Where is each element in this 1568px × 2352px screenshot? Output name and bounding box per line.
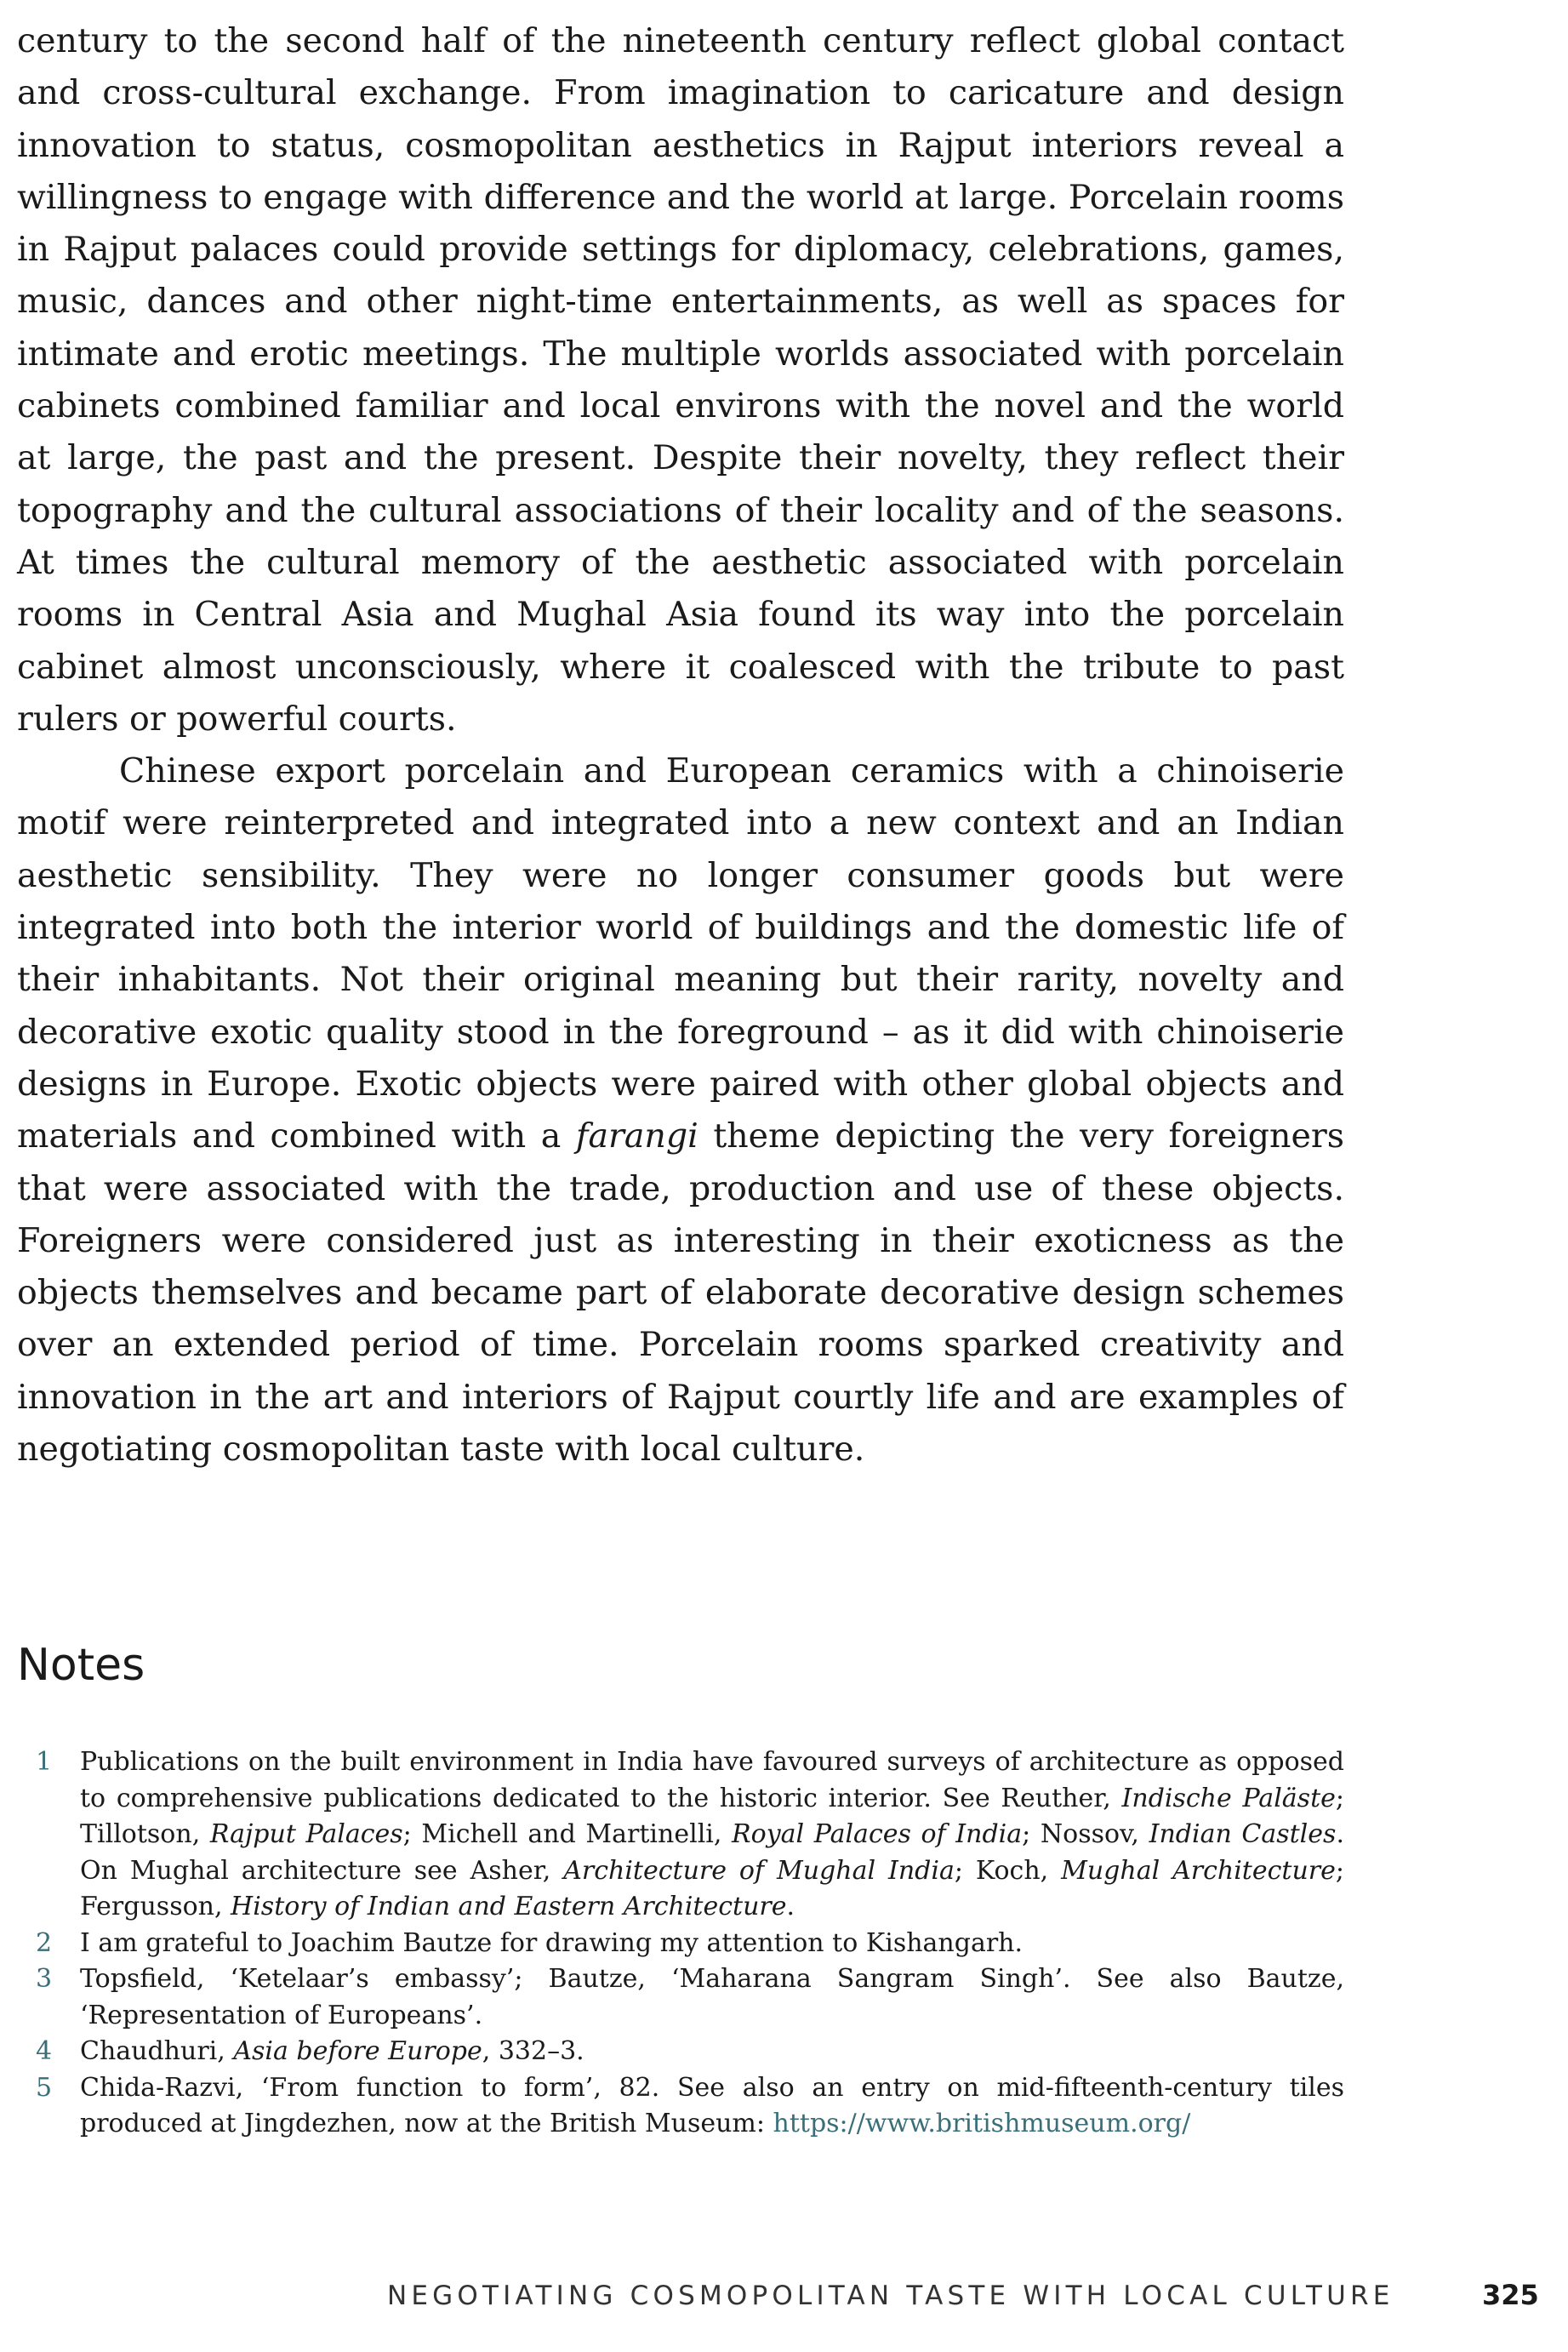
note-segment: ; Michell and Martinelli,	[402, 1819, 733, 1849]
note-item	[17, 2034, 1344, 2070]
note-text	[80, 2073, 1344, 2139]
body-text	[17, 15, 1344, 1476]
paragraph-text: century to the second half of the nineteenth century reflect global contact and cross-cultural exchange. From imagination to caricature and design innovation to status, cosmopolitan aesthetics in Rajput interiors reveal a willingness to engage with difference and the world at large. Porcelain rooms in Rajput palaces could provide settings for diplomacy, celebrations, games, music, dances and other night-time entertainments, as well as spaces for intimate and erotic meetings. The multiple worlds associated with porcelain cabinets combined familiar and local environs with the novel and the world at large, the past and the present. Despite their novelty, they reflect their topography and the cultural associations of their locality and of the seasons. At times the cultural memory of the aesthetic associated with porcelain rooms in Central Asia and Mughal Asia found its way into the porcelain cabinet almost unconsciously, where it coalesced with the tribute to past rulers or powerful courts.	[17, 21, 1344, 739]
note-number: 4	[36, 2036, 53, 2066]
note-number: 2	[36, 1927, 53, 1958]
body-paragraph-1	[17, 15, 1344, 745]
note-title: Asia before Europe	[233, 2036, 482, 2066]
note-item	[17, 1744, 1344, 1926]
note-title: Indian Castles	[1149, 1819, 1337, 1849]
note-segment: ; Koch,	[954, 1855, 1062, 1886]
note-segment: ; Fergusson,	[80, 1855, 1345, 1921]
running-footer: NEGOTIATING COSMOPOLITAN TASTE WITH LOCAL CULTURE	[387, 2281, 1394, 2311]
note-segment: . On Mughal architecture see Asher,	[80, 1819, 1344, 1886]
note-item	[17, 2070, 1344, 2143]
note-number: 5	[36, 2072, 53, 2103]
note-title: Architecture of Mughal India	[563, 1855, 955, 1886]
note-segment: ; Nossov,	[1022, 1819, 1149, 1849]
body-paragraph-2	[17, 745, 1344, 1476]
paragraph-text: Chinese export porcelain and European ceramics with a chinoiserie motif were reinterpreted and integrated into a new context and an Indian aesthetic sensibility. They were no longer consumer goods but were integrated into both the interior world of buildings and the domestic life of their inhabitants. Not their original meaning but their rarity, novelty and decorative exotic quality stood in the foreground – as it did with chinoiserie designs in Europe. Exotic objects were paired with other global objects and materials and combined with a	[17, 751, 1344, 1156]
note-title: History of Indian and Eastern Architecture	[231, 1892, 787, 1921]
note-text	[80, 2036, 584, 2066]
note-text: I am grateful to Joachim Bautze for drawing my attention to Kishangarh.	[80, 1927, 1023, 1958]
note-segment: Chida-Razvi, ‘From function to form’, 82. See also an entry on mid-fifteenth-century tiles produced at Jingdezhen, now at the British Museum:	[80, 2072, 1344, 2138]
italic-term: farangi	[575, 1116, 698, 1156]
note-title: Royal Palaces of India	[732, 1819, 1023, 1849]
note-item	[17, 1926, 1344, 1962]
british-museum-link[interactable]: https://www.britishmuseum.org/	[773, 2109, 1191, 2138]
notes-heading: Notes	[17, 1640, 145, 1691]
note-segment: ; Tillotson,	[80, 1783, 1344, 1849]
note-text: Topsfield, ‘Ketelaar’s embassy’; Bautze, ‘Maharana Sangram Singh’. See also Bautze, ‘Representation of Europeans’.	[80, 1964, 1344, 2030]
note-item	[17, 1961, 1344, 2034]
note-title: Mughal Architecture	[1061, 1855, 1336, 1886]
page-number: 325	[1482, 2279, 1539, 2311]
note-number: 1	[36, 1747, 53, 1777]
note-segment: .	[786, 1892, 795, 1921]
note-segment: Chaudhuri,	[80, 2036, 234, 2066]
note-text	[80, 1747, 1344, 1921]
note-number: 3	[36, 1964, 53, 1994]
note-segment: , 332–3.	[482, 2036, 584, 2066]
notes-list	[17, 1744, 1344, 2143]
note-title: Indische Paläste	[1121, 1783, 1336, 1813]
note-segment: Publications on the built environment in India have favoured surveys of architecture as opposed to comprehensive publications dedicated to the historic interior. See Reuther,	[80, 1747, 1344, 1813]
paragraph-text: theme depicting the very foreigners that were associated with the trade, production and use of these objects. Foreigners were considered just as interesting in their exoticness as the objects themselves and became part of elaborate decorative design schemes over an extended period of time. Porcelain rooms sparked creativity and innovation in the art and interiors of Rajput courtly life and are examples of negotiating cosmopolitan taste with local culture.	[17, 1116, 1345, 1470]
note-title: Rajput Palaces	[209, 1819, 403, 1849]
